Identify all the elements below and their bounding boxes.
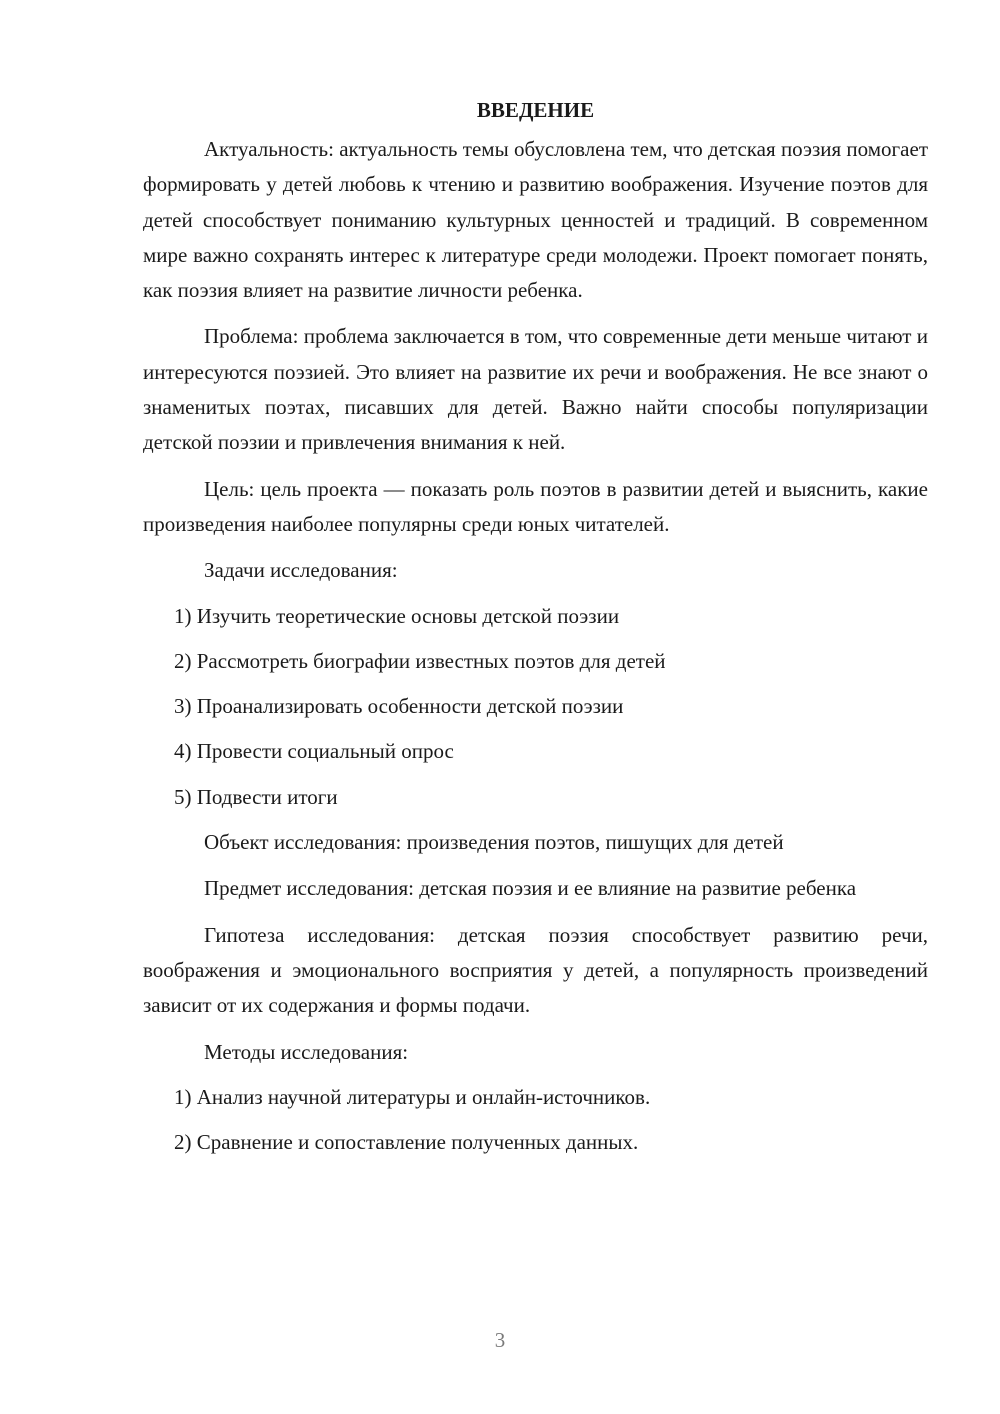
object-paragraph: Объект исследования: произведения поэтов, пишущих для детей bbox=[204, 830, 784, 855]
task-item: 5) Подвести итоги bbox=[174, 784, 338, 809]
subject-paragraph: Предмет исследования: детская поэзия и ее влияние на развитие ребенка bbox=[204, 876, 857, 901]
section-title: ВВЕДЕНИЕ bbox=[476, 98, 595, 122]
relevance-paragraph: Актуальность: актуальность темы обусловлена тем, что детская поэзия помогает формировать у детей любовь к чтению и развитию воображения. Изучение поэтов для детей способствует пониманию культурных ценностей и традиций. В современном мире важно сохранять интерес к литературе среди молодежи. Проект помогает понять, как поэзия влияет на развитие личности ребенка. bbox=[143, 137, 928, 303]
task-item: 3) Проанализировать особенности детской поэзии bbox=[174, 694, 624, 719]
page-number: 3 bbox=[494, 1328, 506, 1352]
task-item: 4) Провести социальный опрос bbox=[174, 739, 454, 764]
document-page bbox=[143, 92, 928, 1170]
methods-list bbox=[143, 1080, 928, 1161]
tasks-list bbox=[143, 599, 928, 815]
method-item: 1) Анализ научной литературы и онлайн-источников. bbox=[174, 1084, 651, 1109]
task-item: 1) Изучить теоретические основы детской поэзии bbox=[174, 603, 620, 628]
hypothesis-paragraph: Гипотеза исследования: детская поэзия способствует развитию речи, воображения и эмоционального восприятия у детей, а популярность произведений зависит от их содержания и формы подачи. bbox=[143, 922, 928, 1018]
goal-paragraph: Цель: цель проекта — показать роль поэтов в развитии детей и выяснить, какие произведения наиболее популярны среди юных читателей. bbox=[143, 476, 928, 536]
tasks-heading: Задачи исследования: bbox=[204, 558, 398, 583]
methods-heading: Методы исследования: bbox=[204, 1039, 409, 1064]
task-item: 2) Рассмотреть биографии известных поэтов для детей bbox=[174, 648, 666, 673]
problem-paragraph: Проблема: проблема заключается в том, что современные дети меньше читают и интересуются поэзией. Это влияет на развитие их речи и воображения. Не все знают о знаменитых поэтах, писавших для детей. Важно найти способы популяризации детской поэзии и привлечения внимания к ней. bbox=[143, 324, 928, 455]
method-item: 2) Сравнение и сопоставление полученных данных. bbox=[174, 1130, 639, 1155]
